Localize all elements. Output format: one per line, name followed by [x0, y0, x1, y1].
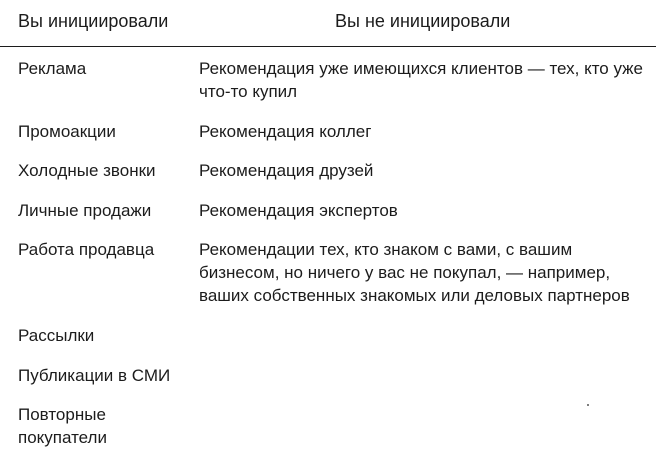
left-cell-2: Промоакции [18, 122, 116, 141]
left-cell-8-line-1: Повторные [18, 405, 106, 424]
right-cell-2: Рекомендация коллег [199, 122, 372, 141]
right-cell-5-line-3: ваших собственных знакомых или деловых партнеров [199, 286, 630, 305]
left-cell-5: Работа продавца [18, 240, 155, 259]
right-cell-4: Рекомендация экспертов [199, 201, 398, 220]
left-cell-3: Холодные звонки [18, 161, 156, 180]
header-initiated: Вы инициировали [18, 11, 169, 31]
left-cell-4: Личные продажи [18, 201, 152, 220]
right-cell-5-line-1: Рекомендации тех, кто знаком с вами, с вашим [199, 240, 573, 259]
left-cell-7: Публикации в СМИ [18, 366, 171, 385]
left-cell-6: Рассылки [18, 326, 95, 345]
left-cell-1: Реклама [18, 59, 87, 78]
stray-dot-mark [587, 404, 589, 406]
left-cell-8-line-2: покупатели [18, 428, 107, 447]
right-cell-1-line-2: что-то купил [199, 82, 298, 101]
right-cell-3: Рекомендация друзей [199, 161, 374, 180]
right-cell-1-line-1: Рекомендация уже имеющихся клиентов — тех, кто уже [199, 59, 644, 78]
table-header [0, 0, 656, 47]
header-not-initiated: Вы не инициировали [335, 11, 511, 31]
right-cell-5-line-2: бизнесом, но ничего у вас не покупал, — например, [199, 263, 611, 282]
